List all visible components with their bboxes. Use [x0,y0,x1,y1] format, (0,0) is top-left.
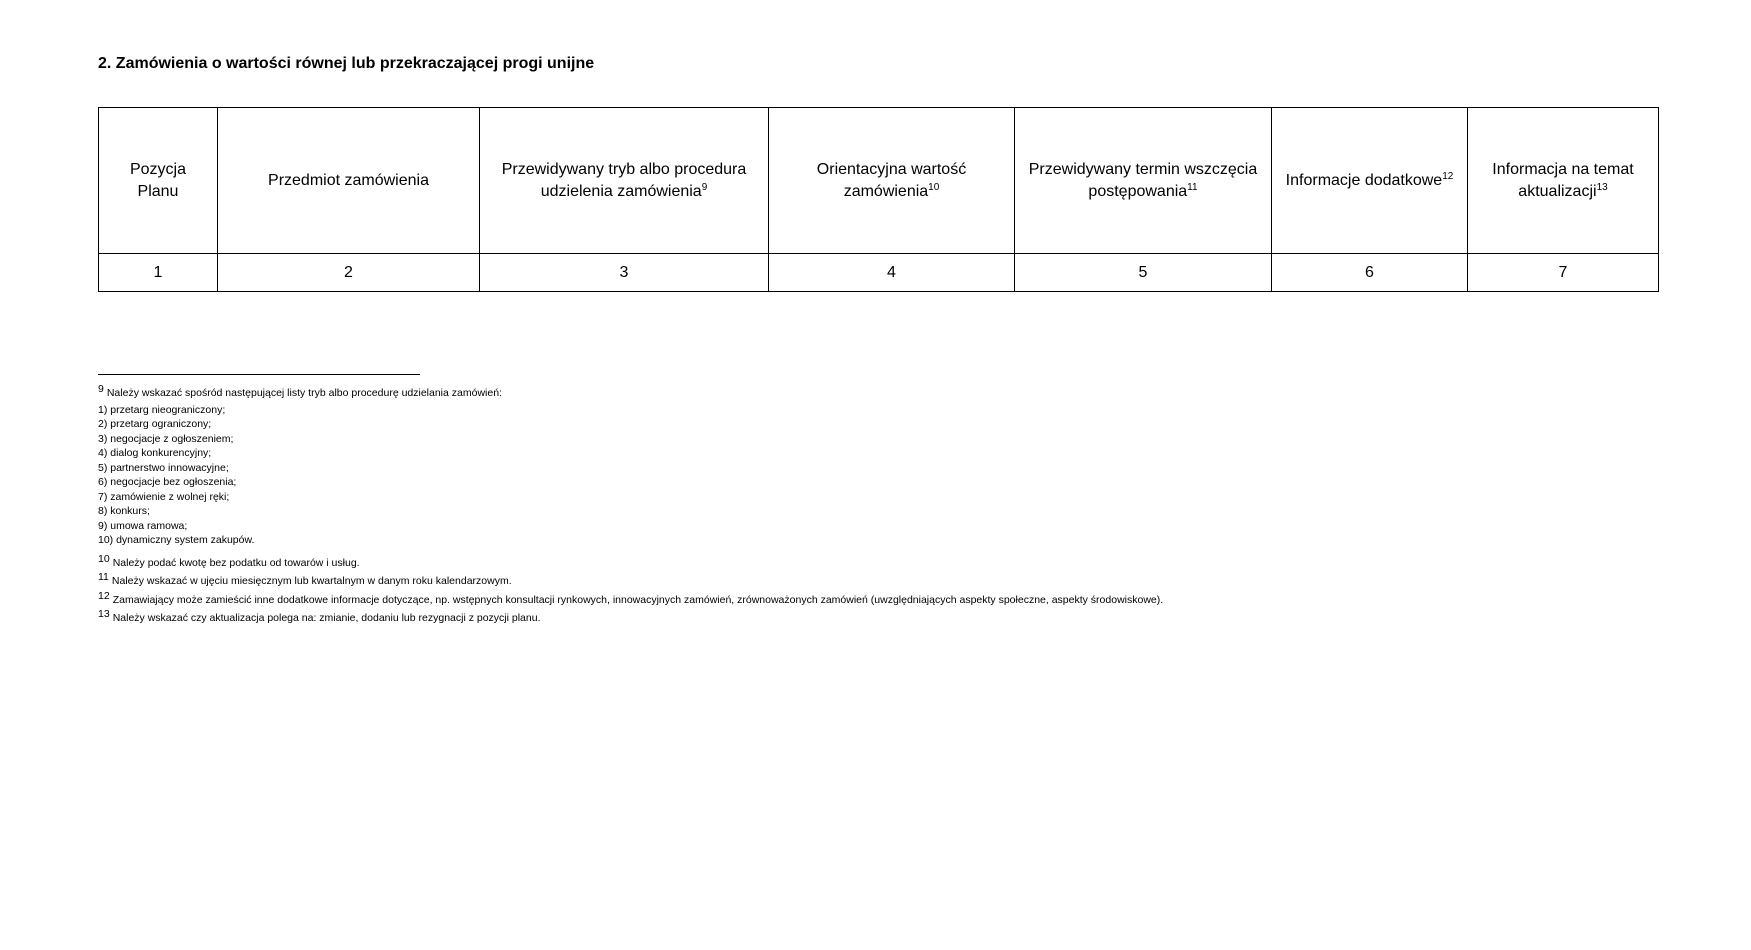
section-title: 2. Zamówienia o wartości równej lub przekraczającej progi unijne [98,55,595,72]
footnote-number: 11 [98,571,109,583]
list-item: 2) przetarg ograniczony; [98,418,212,430]
header-cell: Orientacyjna wartość zamówienia$^{10}$ [769,108,1015,254]
list-item: 1) przetarg nieograniczony; [98,403,226,416]
footnote-ref-13: 13 [1596,181,1608,193]
footnote-text: Należy wskazać w ujęciu miesięcznym lub kwartalnym w danym roku kalendarzowym. [111,575,512,587]
header-cell: Informacje dodatkowe$^{12}$ [1272,108,1468,254]
footnote-ref-12: 12 [1442,170,1454,182]
column-number-cell: 6 [1272,254,1468,292]
column-number-cell: 3 [480,254,769,292]
procedure-list [98,403,1658,548]
footnote-13 [98,608,1658,626]
footnote-number: 13 [98,608,110,620]
procurement-plan-table [98,107,1659,292]
footnote-11 [98,571,1658,589]
footnote-9 [98,383,1658,548]
header-cell: Przewidywany tryb albo procedura udzielenia zamówienia$^9$ [480,108,769,254]
footnote-ref-11: 11 [1187,181,1198,193]
column-number-row [99,254,1659,292]
footnote-12 [98,589,1658,608]
list-item: 10) dynamiczny system zakupów. [98,534,255,546]
column-number-cell: 5 [1015,254,1272,292]
footnote-number: 12 [98,589,110,602]
footnotes [98,383,1658,626]
list-item: 5) partnerstwo innowacyjne; [98,461,229,474]
list-item: 3) negocjacje z ogłoszeniem; [98,432,234,445]
footnote-number: 10 [98,552,110,565]
column-number-cell: 1 [99,254,218,292]
footnote-text: Należy wskazać czy aktualizacja polega na: zmianie, dodaniu lub rezygnacji z pozycji planu. [112,612,541,624]
header-cell: Pozycja Planu [99,108,218,254]
column-number-cell: 4 [769,254,1015,292]
footnote-text: Należy podać kwotę bez podatku od towarów i usług. [112,556,360,569]
footnote-ref-10: 10 [928,181,940,193]
list-item: 4) dialog konkurencyjny; [98,447,212,459]
table-header-row [99,108,1659,254]
footnote-separator [98,374,420,375]
footnote-number: 9 [98,383,104,395]
list-item: 7) zamówienie z wolnej ręki; [98,490,230,503]
header-cell: Informacja na temat aktualizacji$^{13}$ [1468,108,1659,254]
footnote-text: Zamawiający może zamieścić inne dodatkowe informacje dotyczące, np. wstępnych konsultacji rynkowych, innowacyjnych zamówień, zrównoważonych zamówień (uwzględniających aspekty społeczne, aspekty środowiskowe). [112,593,1164,606]
footnote-ref-9: 9 [701,181,708,193]
header-cell: Przewidywany termin wszczęcia postępowania$^{11}$ [1015,108,1272,254]
column-number-cell: 2 [218,254,480,292]
column-number-cell: 7 [1468,254,1659,292]
list-item: 8) konkurs; [98,505,150,517]
footnote-10 [98,552,1658,571]
header-cell: Przedmiot zamówienia [218,108,480,254]
list-item: 6) negocjacje bez ogłoszenia; [98,476,237,488]
footnote-text: Należy wskazać spośród następującej listy tryb albo procedurę udzielania zamówień: [106,387,502,399]
list-item: 9) umowa ramowa; [98,519,188,532]
